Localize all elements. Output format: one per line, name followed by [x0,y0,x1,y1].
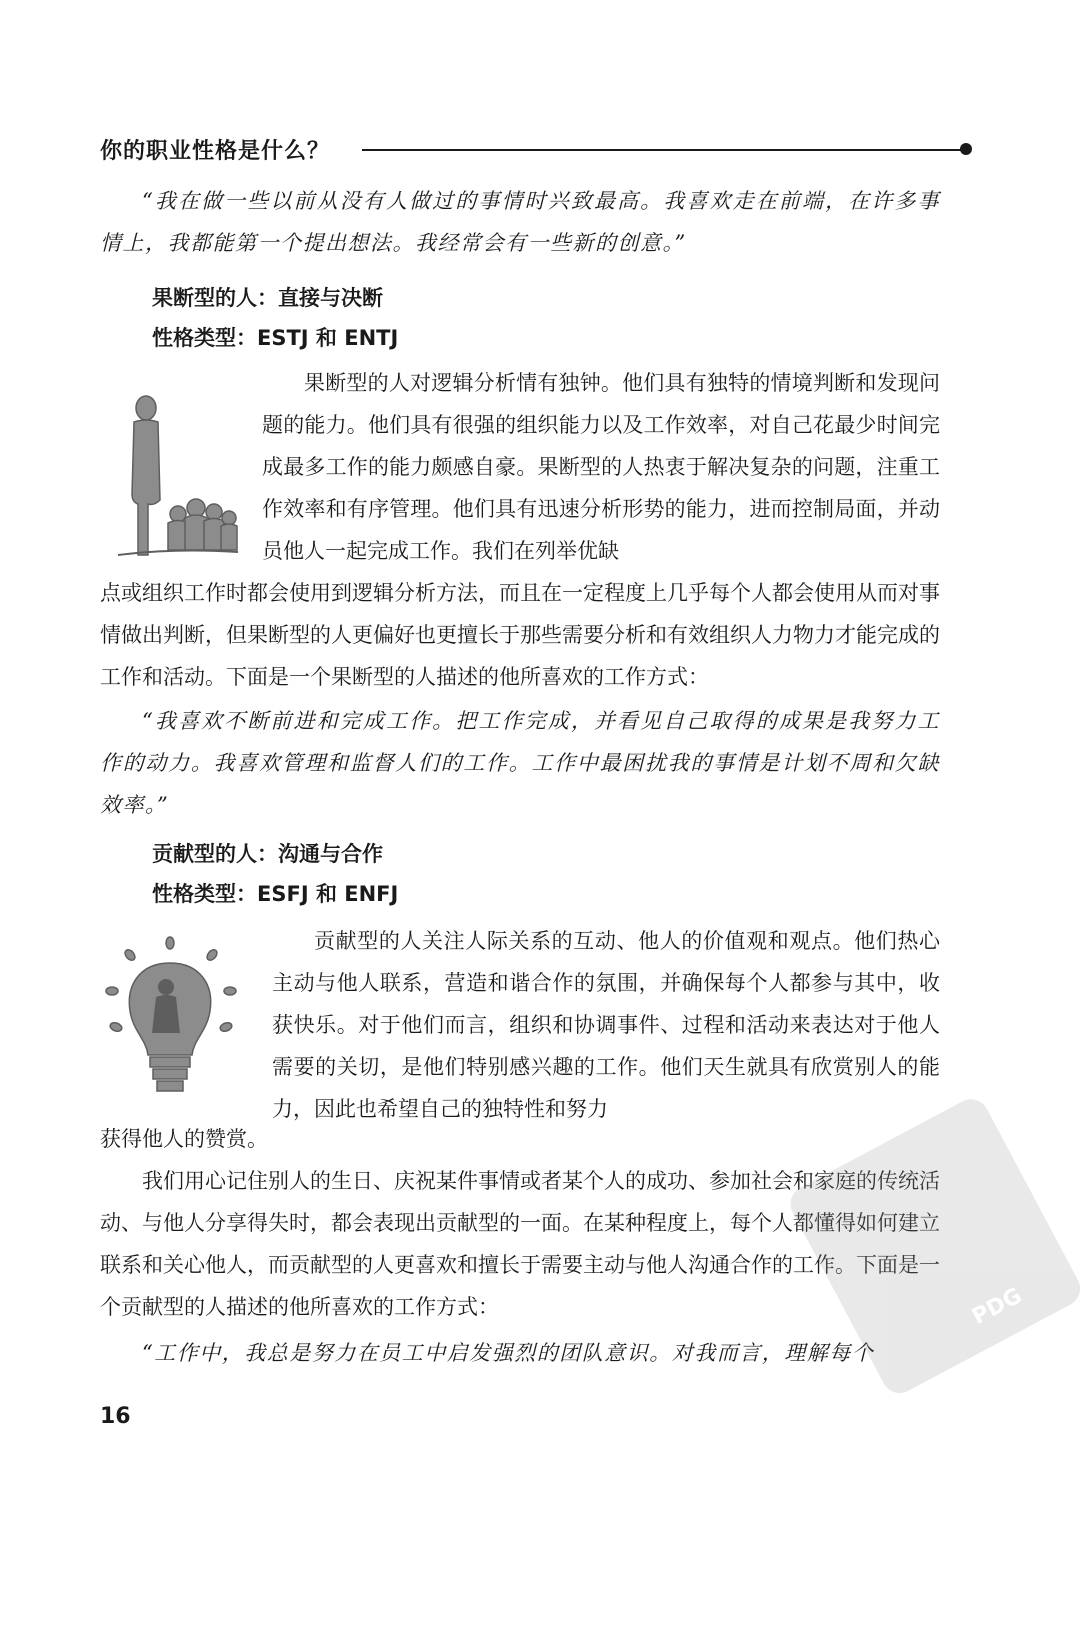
quote-innovator: “我在做一些以前从没有人做过的事情时兴致最高。我喜欢走在前端，在许多事情上，我都能第一个提出想法。我经常会有一些新的创意。” [100,189,940,255]
contributor-intro-rest: 获得他人的赞赏。 [100,1127,268,1151]
lightbulb-person-illustration [100,935,240,1105]
quote-decisive: “我喜欢不断前进和完成工作。把工作完成，并看见自己取得的成果是我努力工作的动力。我喜欢管理和监督人们的工作。工作中最困扰我的事情是计划不周和欠缺效率。” [100,709,940,817]
section-types-decisive: 性格类型：ESTJ 和 ENTJ [152,326,399,350]
quote-contributor-start: “工作中，我总是努力在员工中启发强烈的团队意识。对我而言，理解每个 [142,1341,875,1365]
page-number: 16 [100,1404,131,1429]
decisive-intro-rest: 点或组织工作时都会使用到逻辑分析方法，而且在一定程度上几乎每个人都会使用从而对事情做出判断，但果断型的人更偏好也更擅长于那些需要分析和有效组织人力物力才能完成的工作和活动。下面是一个果断型的人描述的他所喜欢的工作方式： [100,581,940,689]
decisive-intro-wrapped: 果断型的人对逻辑分析情有独钟。他们具有独特的情境判断和发现问题的能力。他们具有很强的组织能力以及工作效率，对自己花最少时间完成最多工作的能力颇感自豪。果断型的人热衷于解决复杂的问题，注重工作效率和有序管理。他们具有迅速分析形势的能力，进而控制局面，并动员他人一起完成工作。我们在列举优缺 [262,371,940,563]
section-heading-contributor: 贡献型的人：沟通与合作 [152,842,383,866]
tall-figure-with-small-people-illustration [108,390,240,565]
watermark-label: PDG [968,1283,1027,1331]
section-types-contributor: 性格类型：ESFJ 和 ENFJ [152,882,399,906]
contributor-intro-wrapped: 贡献型的人关注人际关系的互动、他人的价值观和观点。他们热心主动与他人联系，营造和谐合作的氛围，并确保每个人都参与其中，收获快乐。对于他们而言，组织和协调事件、过程和活动来表达对于他人需要的关切，是他们特别感兴趣的工作。他们天生就具有欣赏别人的能力，因此也希望自己的独特性和努力 [272,929,940,1121]
header-rule-dot [960,143,972,155]
running-header-title: 你的职业性格是什么？ [100,139,331,164]
running-header [100,134,980,170]
header-rule [362,149,964,151]
contributor-paragraph-2: 我们用心记住别人的生日、庆祝某件事情或者某个人的成功、参加社会和家庭的传统活动、与他人分享得失时，都会表现出贡献型的一面。在某种程度上，每个人都懂得如何建立联系和关心他人，而贡献型的人更喜欢和擅长于需要主动与他人沟通合作的工作。下面是一个贡献型的人描述的他所喜欢的工作方式： [100,1169,940,1319]
section-heading-decisive: 果断型的人：直接与决断 [152,286,383,310]
